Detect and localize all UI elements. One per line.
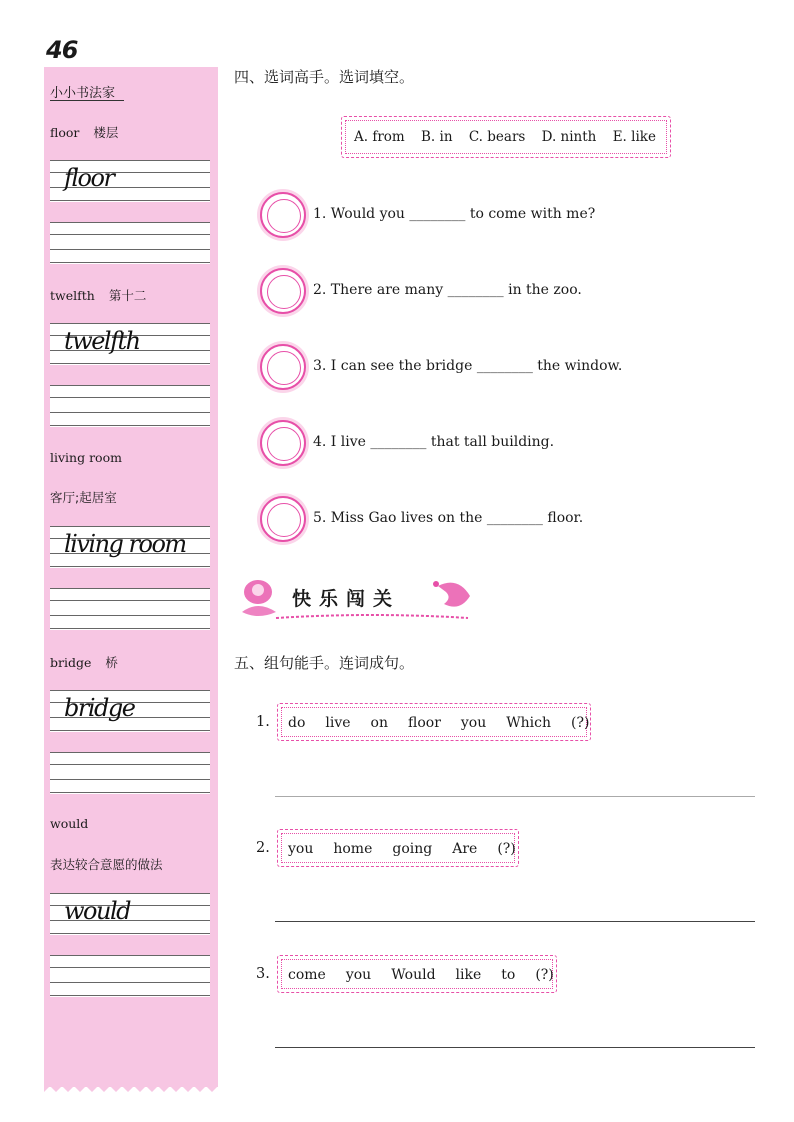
word: Would	[391, 967, 436, 983]
handwriting-lines-practice[interactable]	[50, 385, 210, 427]
item-number: 3.	[256, 966, 270, 982]
word: Are	[452, 841, 478, 857]
word-cn: 第十二	[108, 288, 147, 303]
word: (?)	[535, 967, 554, 983]
word-en: bridge	[50, 655, 92, 670]
question-5: 5. Miss Gao lives on the ________ floor.	[313, 510, 584, 526]
cursive-word: twelfth	[64, 327, 140, 355]
scrambled-words	[288, 841, 516, 857]
cursive-word: bridge	[64, 694, 135, 722]
answer-circle[interactable]	[260, 268, 306, 314]
word-label-living-room-en: living room	[50, 450, 122, 465]
scrambled-words	[288, 715, 589, 731]
question-1: 1. Would you ________ to come with me?	[313, 206, 596, 222]
word: you	[288, 841, 314, 857]
section4-heading: 四、选词高手。选词填空。	[234, 68, 415, 86]
word: you	[460, 715, 487, 731]
answer-line[interactable]	[275, 1047, 755, 1048]
option-a: A. from	[354, 129, 405, 145]
banner-title: 快乐闯关	[292, 588, 401, 610]
scrambled-words	[288, 967, 554, 983]
word: floor	[408, 715, 441, 731]
word: like	[455, 967, 482, 983]
answer-circle[interactable]	[260, 420, 306, 466]
handwriting-lines-practice[interactable]	[50, 222, 210, 264]
word-label-would-en: would	[50, 816, 89, 831]
option-c: C. bears	[468, 129, 526, 145]
option-b: B. in	[421, 129, 453, 145]
question-4: 4. I live ________ that tall building.	[313, 434, 555, 450]
word: Which	[506, 715, 551, 731]
handwriting-lines-sample	[50, 526, 210, 568]
scrambled-words-box	[277, 829, 519, 867]
question-2: 2. There are many ________ in the zoo.	[313, 282, 582, 298]
word-cn: 表达较合意愿的做法	[50, 857, 163, 872]
item-number: 2.	[256, 840, 270, 856]
sidebar-title: 小小书法家	[50, 86, 116, 101]
sidebar-zigzag-edge	[44, 1080, 218, 1094]
word-options	[354, 129, 668, 145]
answer-circle[interactable]	[260, 344, 306, 390]
word-label-living-room-cn	[50, 488, 117, 506]
word-label-would-cn	[50, 855, 163, 873]
word-label-twelfth	[50, 286, 146, 304]
item-number: 1.	[256, 714, 270, 730]
handwriting-lines-sample	[50, 160, 210, 202]
handwriting-lines-practice[interactable]	[50, 752, 210, 794]
answer-line[interactable]	[275, 796, 755, 797]
cursive-word: would	[64, 897, 130, 925]
option-d: D. ninth	[541, 129, 597, 145]
word-en: twelfth	[50, 288, 95, 303]
word: you	[345, 967, 372, 983]
option-e: E. like	[612, 129, 656, 145]
handwriting-lines-practice[interactable]	[50, 588, 210, 630]
word: (?)	[571, 715, 590, 731]
answer-circle[interactable]	[260, 192, 306, 238]
word-label-floor	[50, 123, 118, 141]
word: on	[370, 715, 388, 731]
word-en: floor	[50, 125, 80, 140]
scrambled-words-box	[277, 703, 591, 741]
handwriting-lines-practice[interactable]	[50, 955, 210, 997]
section5-heading: 五、组句能手。连词成句。	[234, 654, 415, 672]
answer-circle[interactable]	[260, 496, 306, 542]
handwriting-lines-sample	[50, 323, 210, 365]
cursive-word: living room	[64, 530, 186, 558]
word: home	[333, 841, 373, 857]
word-cn: 客厅;起居室	[50, 490, 117, 505]
cursive-word: floor	[64, 164, 114, 192]
word: live	[325, 715, 351, 731]
word-cn: 桥	[105, 655, 118, 670]
handwriting-lines-sample	[50, 690, 210, 732]
word-label-bridge	[50, 653, 118, 671]
happy-challenge-banner	[232, 572, 482, 624]
scrambled-words-box	[277, 955, 557, 993]
word: (?)	[497, 841, 516, 857]
handwriting-lines-sample	[50, 893, 210, 935]
word-options-box	[341, 116, 671, 158]
word: to	[501, 967, 516, 983]
word: going	[392, 841, 433, 857]
sidebar-title-underline	[50, 100, 124, 101]
page-number: 46	[46, 36, 78, 64]
word-cn: 楼层	[93, 125, 119, 140]
answer-line[interactable]	[275, 921, 755, 922]
question-3: 3. I can see the bridge ________ the window.	[313, 358, 623, 374]
word: do	[288, 715, 306, 731]
word: come	[288, 967, 326, 983]
